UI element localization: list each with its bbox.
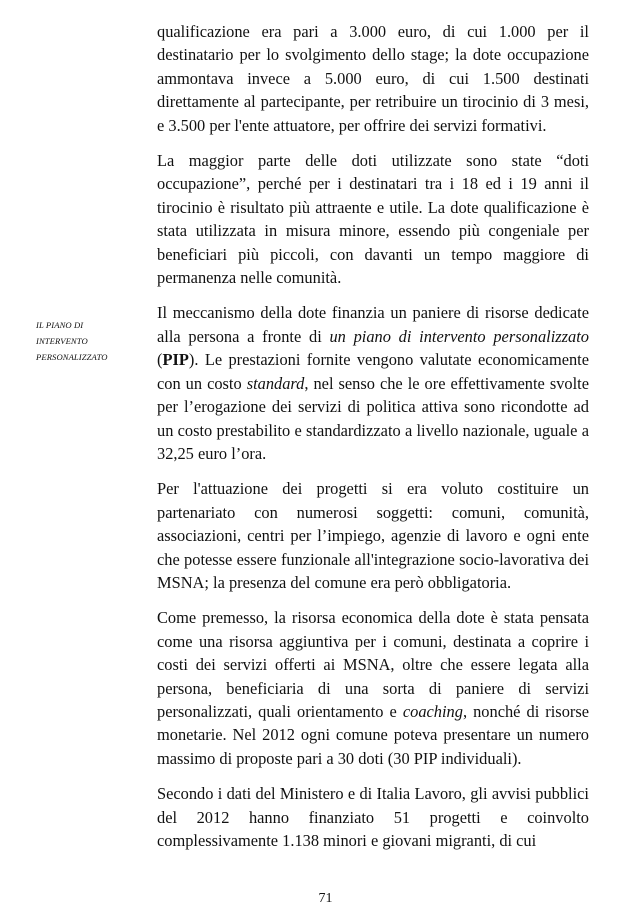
paragraph-text: Per l'attuazione dei progetti si era voluto costituire un partenariato con numerosi soggetti: comuni, comunità, associazioni, centri per l’impiego, agenzie di lavoro e ogni ente che potesse essere funzionale all'integrazione socio-lavorativa dei MSNA; la presenza del comune era però obbligatoria.: [157, 479, 589, 592]
paragraph-text: qualificazione era pari a 3.000 euro, di cui 1.000 per il destinatario per lo svolgimento dello stage; la dote occupazione ammontava invece a 5.000 euro, di cui 1.500 destinati direttamente al partecipante, per retribuire un tirocinio di 3 mesi, e 3.500 per l'ente attuatore, per offrire dei servizi formativi.: [157, 22, 589, 135]
italic-term: coaching: [402, 701, 463, 721]
paragraph-text: La maggior parte delle doti utilizzate sono state “doti occupazione”, perché per i destinatari tra i 18 ed i 19 anni il tirocinio è risultato più attraente e utile. La dote qualificazione è stata utilizzata in misura minore, essendo più congeniale per beneficiari più piccoli, con davanti un tempo maggiore di permanenza nelle comunità.: [157, 151, 589, 288]
paragraph-text: Secondo i dati del Ministero e di Italia Lavoro, gli avvisi pubblici del 2012 hanno finanziato 51 progetti e coinvolto complessivamente 1.138 minori e giovani migranti, di cui: [157, 784, 589, 850]
paragraph-text: , nel senso che le ore effettivamente svolte per l’erogazione dei servizi di politica attiva sono ricondotte ad un costo prestabilito e standardizzato a livello nazionale, uguale a 32,25 euro l’ora.: [157, 373, 589, 463]
paragraph: [157, 606, 589, 770]
body-text-column: [157, 20, 589, 852]
paragraph-text: (: [157, 350, 163, 370]
bold-acronym: PIP: [162, 350, 189, 370]
margin-note-line: INTERVENTO: [36, 336, 88, 346]
paragraph-text: ). Le prestazioni fornite vengono valutate economicamente con un costo: [157, 350, 589, 393]
page-number: 71: [318, 891, 333, 906]
margin-note-line: PERSONALIZZATO: [36, 352, 108, 362]
paragraph: [157, 20, 589, 137]
paragraph: [157, 301, 589, 465]
italic-term: standard: [246, 373, 305, 393]
margin-note: [36, 317, 146, 365]
paragraph-text: , nonché di risorse monetarie. Nel 2012 ogni comune poteva presentare un numero massimo di proposte pari a 30 doti (30 PIP individuali).: [157, 701, 589, 768]
paragraph: [157, 782, 589, 852]
italic-term: un piano di intervento personalizzato: [329, 326, 589, 346]
paragraph: [157, 149, 589, 289]
paragraph-text: Il meccanismo della dote finanzia un paniere di risorse dedicate alla persona a fronte di: [157, 303, 589, 346]
margin-note-line: IL PIANO DI: [36, 320, 84, 330]
paragraph-text: Come premesso, la risorsa economica della dote è stata pensata come una risorsa aggiuntiva per i comuni, destinata a coprire i costi dei servizi offerti ai MSNA, oltre che essere legata alla persona, beneficiaria di una sorta di paniere di servizi personalizzati, quali orientamento e: [157, 608, 589, 721]
paragraph: [157, 477, 589, 594]
